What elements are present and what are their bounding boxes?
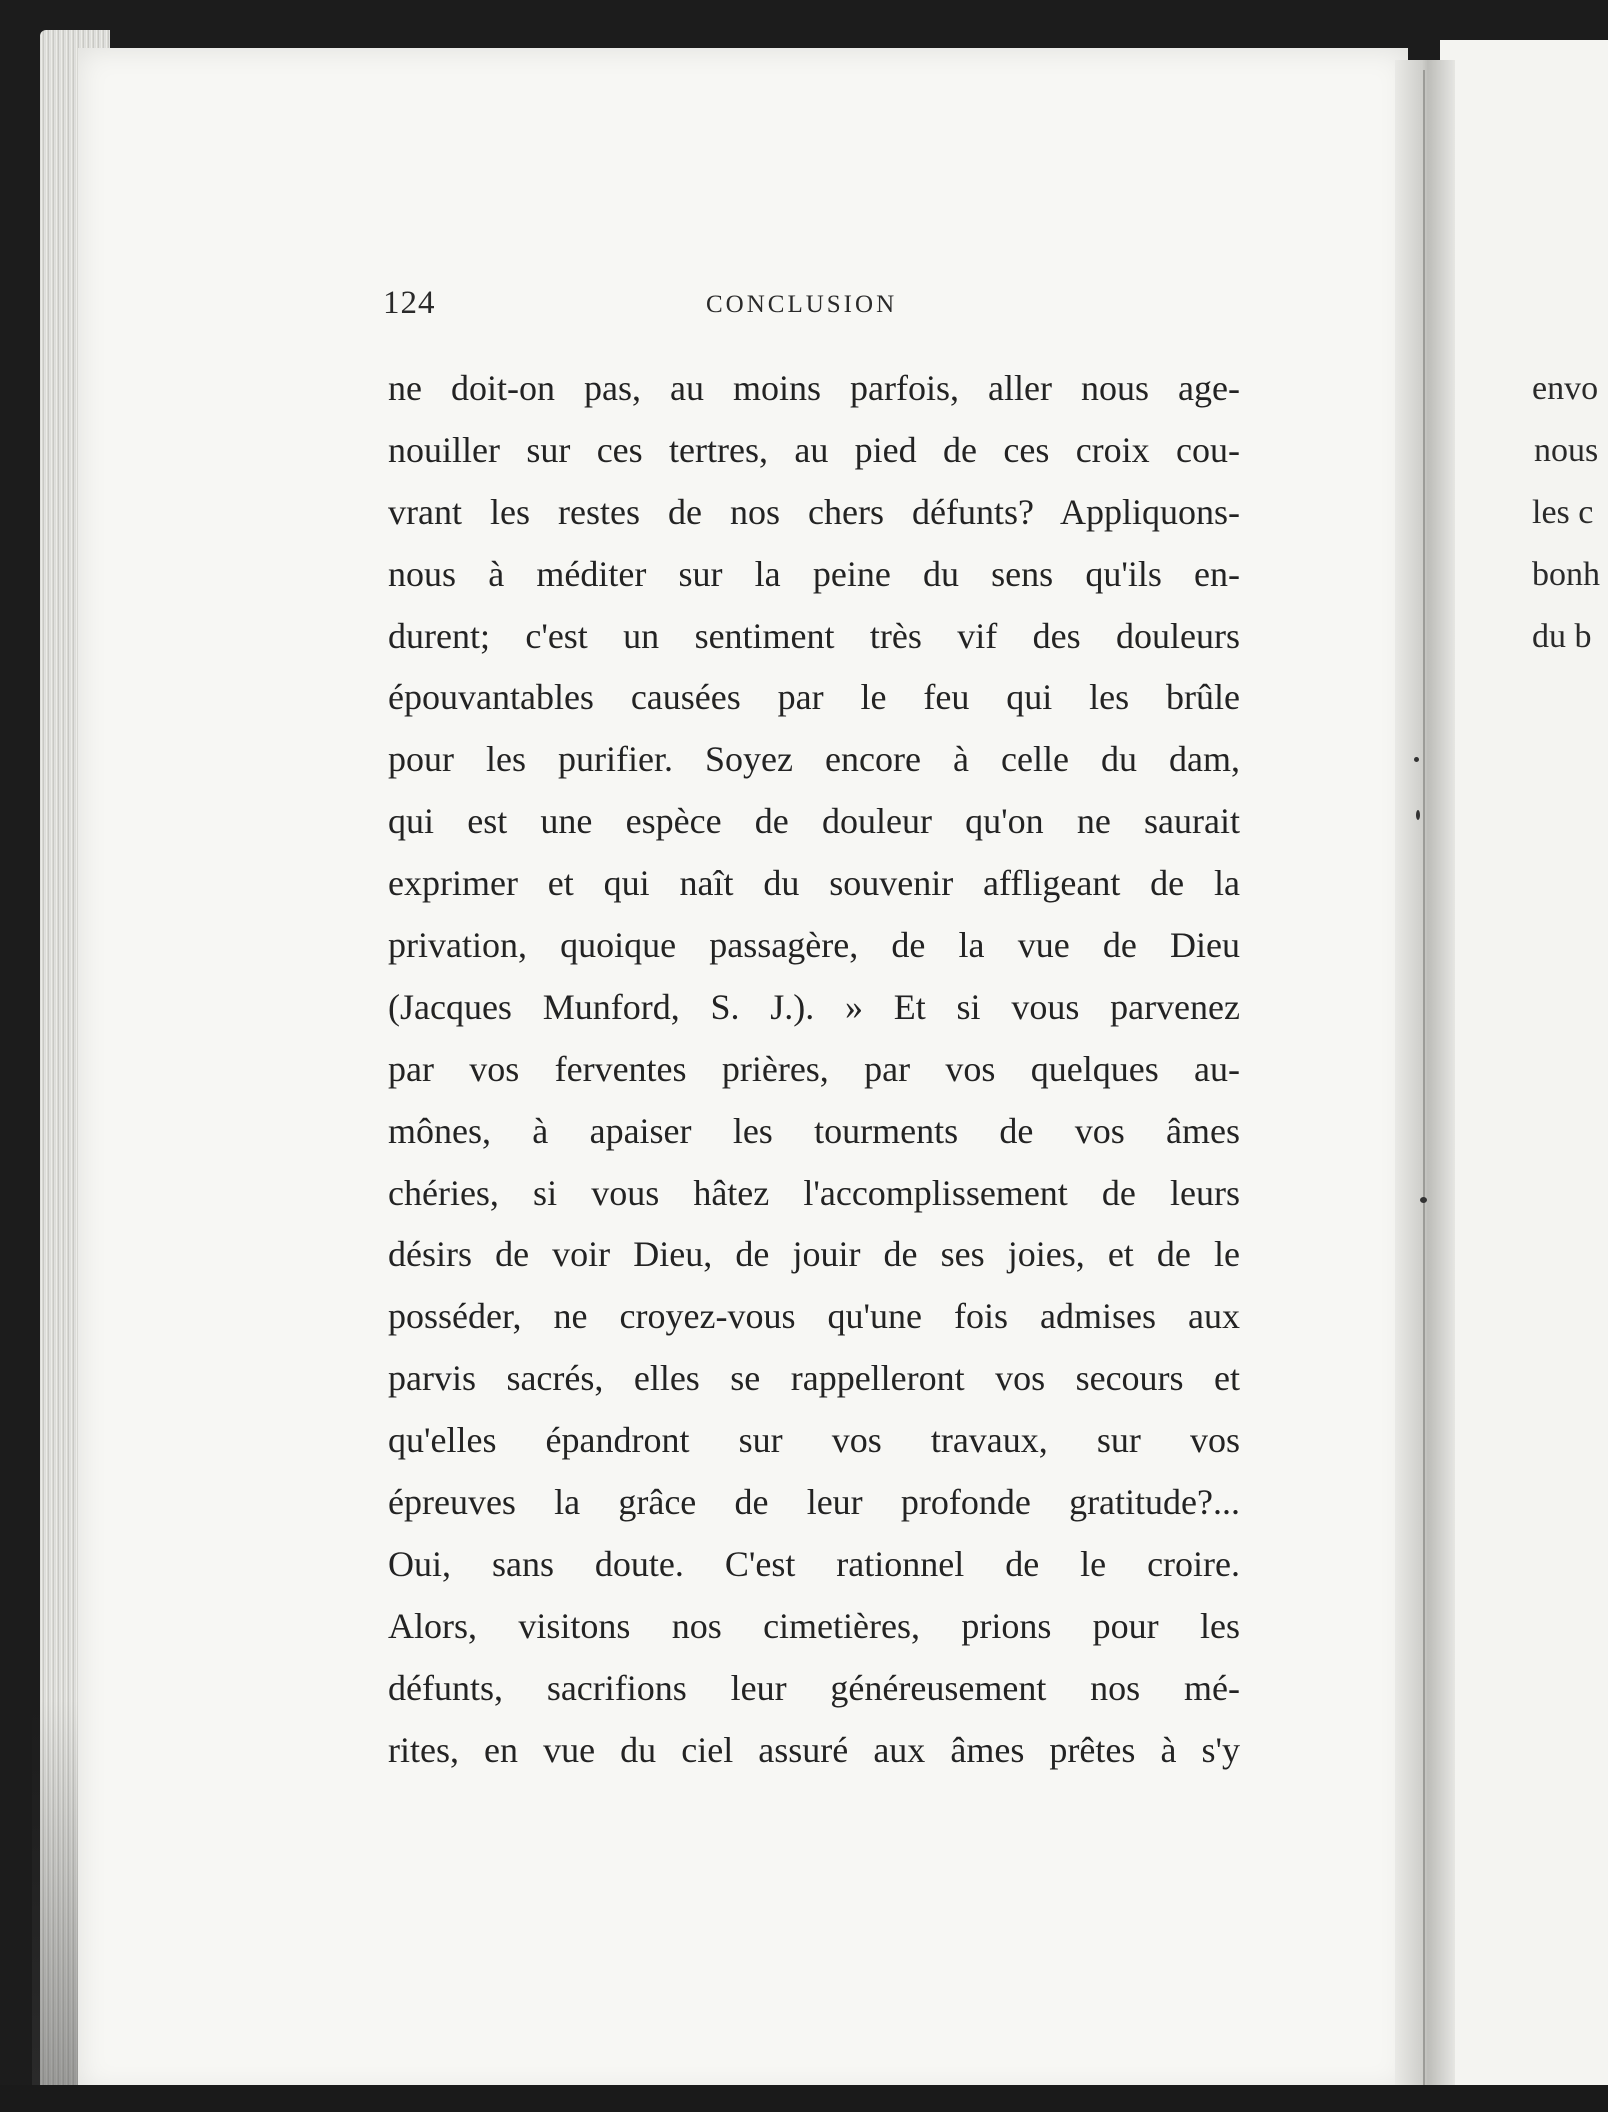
text-line: privation, quoique passagère, de la vue de Dieu — [388, 925, 1240, 966]
text-line: nouiller sur ces tertres, au pied de ces croix cou- — [388, 429, 1240, 470]
text-line: Oui, sans doute. C'est rationnel de le croire. — [388, 1543, 1240, 1584]
facing-line: envo — [1532, 370, 1599, 407]
body-text — [388, 358, 1240, 1781]
text-line: qui est une espèce de douleur qu'on ne saurait — [388, 801, 1240, 842]
text-line: parvis sacrés, elles se rappelleront vos secours et — [388, 1358, 1240, 1399]
facing-line: nous — [1534, 431, 1599, 469]
text-line: rites, en vue du ciel assuré aux âmes prêtes à s'y — [388, 1729, 1240, 1770]
running-head: CONCLUSION — [706, 291, 898, 318]
page-number: 124 — [383, 285, 436, 321]
right-page — [1440, 40, 1608, 2095]
facing-line: les c — [1532, 493, 1594, 531]
text-line: Alors, visitons nos cimetières, prions pour les — [388, 1605, 1240, 1646]
text-line: qu'elles épandront sur vos travaux, sur vos — [388, 1420, 1240, 1461]
text-line: pour les purifier. Soyez encore à celle du dam, — [388, 739, 1240, 780]
text-line: durent; c'est un sentiment très vif des douleurs — [388, 615, 1240, 656]
speck — [1420, 1197, 1427, 1203]
text-line: par vos ferventes prières, par vos quelques au- — [388, 1048, 1240, 1089]
text-line: épouvantables causées par le feu qui les brûle — [388, 677, 1240, 718]
text-line: chéries, si vous hâtez l'accomplissement de leurs — [388, 1172, 1240, 1213]
text-line: ne doit-on pas, au moins parfois, aller nous age- — [388, 368, 1240, 408]
text-line: vrant les restes de nos chers défunts? Appliquons- — [388, 491, 1240, 532]
text-line: désirs de voir Dieu, de jouir de ses joies, et de le — [388, 1234, 1240, 1275]
text-line: exprimer et qui naît du souvenir affligeant de la — [388, 863, 1240, 904]
book-gutter — [1395, 60, 1455, 2095]
speck — [1416, 810, 1420, 820]
text-line: épreuves la grâce de leur profonde gratitude?... — [388, 1482, 1240, 1523]
bottom-background — [0, 2085, 1608, 2112]
text-line: (Jacques Munford, S. J.). » Et si vous parvenez — [388, 986, 1240, 1027]
speck — [1414, 757, 1419, 762]
facing-line: bonh — [1532, 555, 1600, 593]
gutter-line — [1423, 70, 1425, 2090]
facing-line: du b — [1532, 617, 1592, 655]
text-line: défunts, sacrifions leur généreusement nos mé- — [388, 1667, 1240, 1708]
text-line: nous à méditer sur la peine du sens qu'ils en- — [388, 553, 1240, 594]
facing-page-text — [1532, 358, 1600, 667]
text-line: posséder, ne croyez-vous qu'une fois admises aux — [388, 1296, 1240, 1337]
text-line: mônes, à apaiser les tourments de vos âmes — [388, 1110, 1240, 1151]
